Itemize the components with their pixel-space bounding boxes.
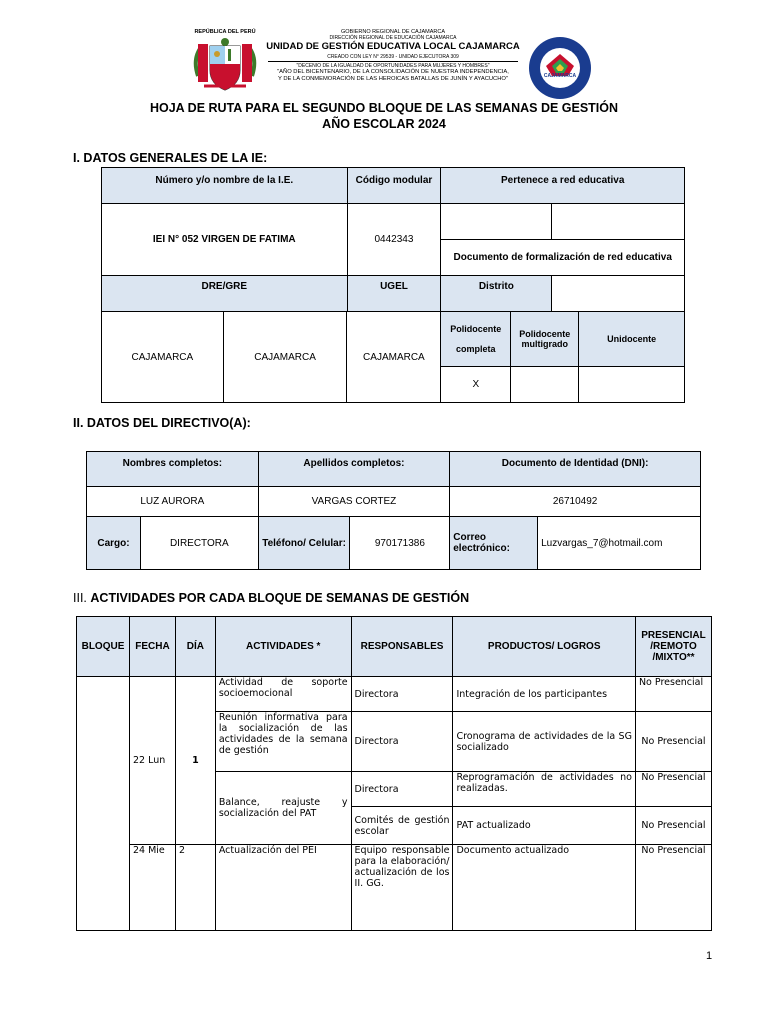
header-polidocente-multigrado: Polidocente multigrado: [511, 312, 579, 367]
responsable-3: Directora: [351, 772, 453, 807]
modalidad-3: No Presencial: [635, 772, 711, 807]
activities-table: [76, 616, 712, 931]
header-documento-formalizacion: Documento de formalización de red educativa: [441, 240, 685, 276]
location-table: [101, 311, 685, 403]
section-3-title: ACTIVIDADES POR CADA BLOQUE DE SEMANAS DE GESTIÓN: [90, 591, 470, 605]
actividad-3: Balance, reajuste y socialización del PAT: [215, 772, 351, 845]
header-unidocente: Unidocente: [579, 312, 685, 367]
dre-value: CAJAMARCA: [102, 312, 224, 403]
responsable-2: Directora: [351, 712, 453, 772]
director-table: [86, 451, 701, 570]
header-line-3: UNIDAD DE GESTIÓN EDUCATIVA LOCAL CAJAMARCA: [266, 41, 520, 52]
modalidad-2: No Presencial: [635, 712, 711, 772]
responsable-5: Equipo responsable para la elaboración/actualización de los II. GG.: [351, 845, 453, 931]
document-title-line-1: HOJA DE RUTA PARA EL SEGUNDO BLOQUE DE LAS SEMANAS DE GESTIÓN: [149, 101, 619, 115]
codigo-modular-value: 0442343: [347, 204, 441, 276]
header-bloque: BLOQUE: [77, 617, 130, 677]
header-dia: DÍA: [175, 617, 215, 677]
fecha-2: 24 Mie: [129, 845, 175, 931]
header-codigo-modular: Código modular: [347, 168, 441, 204]
empty-cell: [552, 276, 685, 312]
header-line-4: CREADO CON LEY N° 29539 - UNIDAD EJECUTORA 309: [327, 54, 459, 60]
header-line-2: DIRECCIÓN REGIONAL DE EDUCACIÓN CAJAMARCA: [329, 35, 457, 41]
fecha-1: 22 Lun: [129, 677, 175, 845]
header-responsables: RESPONSABLES: [351, 617, 453, 677]
republica-label: REPÚBLICA DEL PERÚ: [194, 29, 256, 35]
actividad-1: Actividad de soporte socioemocional: [215, 677, 351, 712]
bloque-cell: [77, 677, 130, 931]
actividad-2: Reunión informativa para la socialización de las actividades de la semana de gestión: [215, 712, 351, 772]
apellidos-value: VARGAS CORTEZ: [258, 487, 450, 517]
header-line-5: "DECENIO DE LA IGUALDAD DE OPORTUNIDADES PARA MUJERES Y HOMBRES": [296, 63, 490, 69]
ie-name-value: IEI N° 052 VIRGEN DE FATIMA: [102, 204, 348, 276]
correo-value: Luzvargas_7@hotmail.com: [538, 517, 701, 570]
producto-2: Cronograma de actividades de la SG socializado: [453, 712, 635, 772]
dia-2: 2: [175, 845, 215, 931]
dia-1: 1: [175, 677, 215, 845]
header-modalidad: PRESENCIAL /REMOTO /MIXTO**: [635, 617, 711, 677]
header-correo: Correo electrónico:: [450, 517, 538, 570]
page-number: 1: [706, 950, 713, 962]
header-line-6: "AÑO DEL BICENTENARIO, DE LA CONSOLIDACIÓN DE NUESTRA INDEPENDENCIA,: [277, 69, 509, 75]
peru-coat-of-arms: [190, 29, 260, 97]
header-divider: [268, 61, 518, 62]
modalidad-5: No Presencial: [635, 845, 711, 931]
general-data-table: [101, 167, 685, 312]
modalidad-1: No Presencial: [635, 677, 711, 712]
section-1-heading: I. DATOS GENERALES DE LA IE:: [73, 151, 268, 165]
shield-icon: [190, 36, 260, 98]
ugel-value: CAJAMARCA: [223, 312, 347, 403]
polidocente-completa-mark: X: [441, 367, 511, 403]
producto-4: PAT actualizado: [453, 807, 635, 845]
polidocente-multigrado-mark: [511, 367, 579, 403]
section-3-number: III.: [73, 591, 87, 605]
header-polidocente-completa: [441, 312, 511, 367]
responsable-4: Comités de gestión escolar: [351, 807, 453, 845]
cargo-value: DIRECTORA: [140, 517, 258, 570]
header-line-7: Y DE LA CONMEMORACIÓN DE LAS HEROICAS BATALLAS DE JUNÍN Y AYACUCHO": [277, 76, 509, 82]
section-2-heading: II. DATOS DEL DIRECTIVO(A):: [73, 416, 251, 430]
producto-3: Reprogramación de actividades no realizadas.: [453, 772, 635, 807]
header-actividades: ACTIVIDADES *: [215, 617, 351, 677]
header-distrito: Distrito: [441, 276, 552, 312]
header-productos: PRODUCTOS/ LOGROS: [453, 617, 635, 677]
telefono-value: 970171386: [350, 517, 450, 570]
ugel-seal: [528, 36, 592, 100]
header-dni: Documento de Identidad (DNI):: [450, 452, 701, 487]
producto-5: Documento actualizado: [453, 845, 635, 931]
header-nombres: Nombres completos:: [87, 452, 259, 487]
responsable-1: Directora: [351, 677, 453, 712]
red-educativa-cell-2: [552, 204, 685, 240]
header-nombre-ie: Número y/o nombre de la I.E.: [102, 168, 348, 204]
actividad-5: Actualización del PEI: [215, 845, 351, 931]
header-text-block: [262, 29, 524, 83]
dni-value: 26710492: [450, 487, 701, 517]
header-fecha: FECHA: [129, 617, 175, 677]
seal-center-label: CAJAMARCA: [543, 73, 577, 79]
unidocente-mark: [579, 367, 685, 403]
header-dre-gre: DRE/GRE: [102, 276, 348, 312]
nombres-value: LUZ AURORA: [87, 487, 259, 517]
completa-label: completa: [456, 344, 496, 354]
distrito-value: CAJAMARCA: [347, 312, 441, 403]
producto-1: Integración de los participantes: [453, 677, 635, 712]
document-title-line-2: AÑO ESCOLAR 2024: [322, 117, 446, 131]
header-line-1: GOBIERNO REGIONAL DE CAJAMARCA: [340, 29, 445, 35]
header-ugel: UGEL: [347, 276, 441, 312]
seal-icon: [528, 36, 592, 100]
red-educativa-cell-1: [441, 204, 552, 240]
section-3-heading: [73, 591, 469, 605]
header-red-educativa: Pertenece a red educativa: [441, 168, 685, 204]
modalidad-4: No Presencial: [635, 807, 711, 845]
header-apellidos: Apellidos completos:: [258, 452, 450, 487]
header-cargo: Cargo:: [87, 517, 141, 570]
header-telefono: Teléfono/ Celular:: [258, 517, 350, 570]
polidocente-label: Polidocente: [450, 324, 502, 334]
